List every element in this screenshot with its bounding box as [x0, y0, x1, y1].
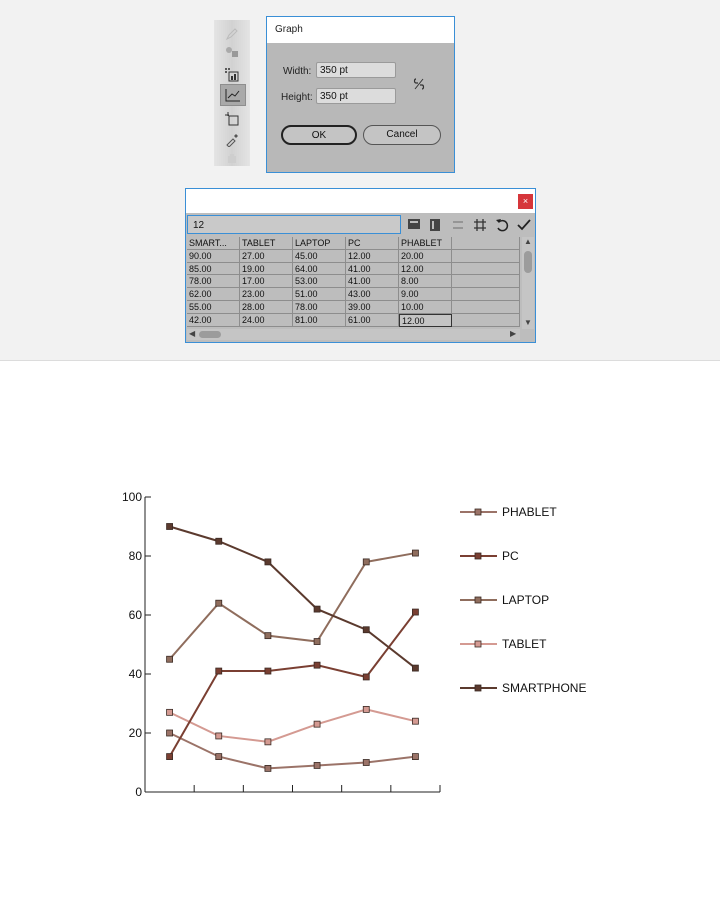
table-cell-selected[interactable]: 12.00 [399, 314, 452, 327]
data-point [265, 559, 271, 565]
table-cell[interactable]: 62.00 [187, 288, 240, 301]
cell-style-icon[interactable] [472, 217, 488, 233]
table-cell[interactable]: TABLET [240, 237, 293, 250]
width-label: Width: [283, 66, 312, 77]
series-line-smartphone [170, 527, 416, 669]
table-cell[interactable]: 55.00 [187, 301, 240, 314]
data-point [167, 524, 173, 530]
data-point [265, 739, 271, 745]
apply-icon[interactable] [516, 217, 532, 233]
data-point [167, 709, 173, 715]
table-row [187, 314, 520, 327]
series-line-pc [170, 612, 416, 757]
scroll-thumb[interactable] [524, 251, 532, 273]
close-button[interactable]: × [518, 194, 533, 209]
table-cell[interactable] [452, 250, 520, 263]
graph-dialog [266, 16, 455, 173]
height-label: Height: [281, 92, 313, 103]
table-cell[interactable] [452, 288, 520, 301]
eyedropper-icon[interactable] [220, 130, 244, 150]
table-cell[interactable]: 20.00 [399, 250, 452, 263]
legend-swatch-marker [475, 553, 481, 559]
header-row [187, 237, 520, 250]
data-point [167, 754, 173, 760]
ui-area [0, 0, 720, 361]
data-point [216, 668, 222, 674]
dialog-title: Graph [267, 17, 454, 43]
data-point [412, 550, 418, 556]
artboard-icon[interactable] [220, 109, 244, 129]
data-toolbar [406, 217, 532, 233]
data-point [216, 600, 222, 606]
series-line-phablet [170, 733, 416, 768]
data-point [265, 633, 271, 639]
table-cell[interactable]: 10.00 [399, 301, 452, 314]
legend-label: PC [502, 549, 519, 563]
constrain-proportions-icon[interactable] [413, 77, 425, 96]
table-cell[interactable] [452, 301, 520, 314]
table-row [187, 250, 520, 263]
column-graph-icon[interactable] [220, 65, 244, 85]
table-row [187, 263, 520, 276]
vertical-scrollbar[interactable] [522, 237, 534, 329]
table-cell[interactable]: 45.00 [293, 250, 346, 263]
table-cell[interactable]: PHABLET [399, 237, 452, 250]
y-tick-label: 80 [128, 549, 142, 563]
y-tick-label: 100 [121, 490, 142, 504]
data-point [265, 765, 271, 771]
data-point [216, 754, 222, 760]
table-cell[interactable]: 42.00 [187, 314, 240, 327]
data-grid [187, 237, 520, 329]
table-cell[interactable]: 19.00 [240, 263, 293, 276]
line-graph-icon[interactable] [220, 84, 246, 106]
table-cell[interactable]: 78.00 [187, 275, 240, 288]
width-field[interactable]: 350 pt [316, 62, 396, 78]
table-cell[interactable]: SMART... [187, 237, 240, 250]
data-point [363, 760, 369, 766]
symbol-sprayer-icon[interactable] [220, 42, 244, 62]
table-cell[interactable]: LAPTOP [293, 237, 346, 250]
table-cell[interactable]: 41.00 [346, 275, 399, 288]
table-cell[interactable]: 61.00 [346, 314, 399, 327]
revert-icon[interactable] [494, 217, 510, 233]
import-data-icon[interactable] [406, 217, 422, 233]
legend-label: SMARTPHONE [502, 681, 587, 695]
table-cell[interactable]: 51.00 [293, 288, 346, 301]
data-point [412, 665, 418, 671]
table-row [187, 288, 520, 301]
table-cell[interactable] [452, 275, 520, 288]
table-row [187, 275, 520, 288]
y-tick-label: 20 [128, 726, 142, 740]
table-cell[interactable]: 23.00 [240, 288, 293, 301]
scroll-right-icon[interactable]: ▶ [510, 329, 517, 338]
table-cell[interactable]: 27.00 [240, 250, 293, 263]
series-line-laptop [170, 553, 416, 659]
table-cell[interactable]: 8.00 [399, 275, 452, 288]
data-point [314, 606, 320, 612]
table-cell[interactable]: 81.00 [293, 314, 346, 327]
series-line-tablet [170, 709, 416, 741]
table-cell[interactable]: 85.00 [187, 263, 240, 276]
data-point [412, 754, 418, 760]
data-point [363, 559, 369, 565]
table-cell[interactable]: 39.00 [346, 301, 399, 314]
legend-swatch-marker [475, 597, 481, 603]
legend-swatch-marker [475, 685, 481, 691]
table-cell[interactable]: 17.00 [240, 275, 293, 288]
data-point [216, 538, 222, 544]
scroll-down-icon[interactable]: ▼ [524, 318, 532, 327]
horizontal-scrollbar[interactable] [187, 329, 520, 340]
table-cell[interactable]: 28.00 [240, 301, 293, 314]
table-cell[interactable] [452, 263, 520, 276]
data-point [314, 662, 320, 668]
ok-button[interactable]: OK [281, 125, 357, 145]
table-cell[interactable]: 90.00 [187, 250, 240, 263]
data-point [363, 706, 369, 712]
table-cell[interactable]: 9.00 [399, 288, 452, 301]
table-cell[interactable]: 53.00 [293, 275, 346, 288]
table-cell[interactable] [452, 237, 520, 250]
data-point [412, 718, 418, 724]
y-tick-label: 0 [135, 785, 142, 799]
data-point [314, 721, 320, 727]
data-point [167, 656, 173, 662]
data-point [314, 762, 320, 768]
switch-xy-icon[interactable] [450, 217, 466, 233]
scroll-left-icon[interactable]: ◀ [189, 329, 196, 338]
table-cell[interactable]: 78.00 [293, 301, 346, 314]
data-point [167, 730, 173, 736]
table-cell[interactable] [452, 314, 520, 327]
table-cell[interactable]: 24.00 [240, 314, 293, 327]
data-point [216, 733, 222, 739]
graph-data-window [185, 188, 536, 343]
table-cell[interactable]: 12.00 [346, 250, 399, 263]
line-chart [0, 360, 720, 922]
height-field[interactable]: 350 pt [316, 88, 396, 104]
legend-label: PHABLET [502, 505, 557, 519]
table-cell[interactable]: 64.00 [293, 263, 346, 276]
legend-swatch-marker [475, 641, 481, 647]
hand-icon[interactable] [220, 148, 244, 168]
table-cell[interactable]: 43.00 [346, 288, 399, 301]
table-cell[interactable]: 12.00 [399, 263, 452, 276]
pencil-icon[interactable] [220, 24, 244, 44]
tools-panel [214, 20, 250, 166]
legend-label: LAPTOP [502, 593, 550, 607]
data-point [363, 627, 369, 633]
cell-entry-field[interactable]: 12 [187, 215, 401, 234]
data-point [265, 668, 271, 674]
legend-swatch-marker [475, 509, 481, 515]
legend-label: TABLET [502, 637, 547, 651]
y-tick-label: 40 [128, 667, 142, 681]
transpose-icon[interactable] [428, 217, 444, 233]
table-cell[interactable]: PC [346, 237, 399, 250]
data-point [412, 609, 418, 615]
data-point [363, 674, 369, 680]
scroll-up-icon[interactable]: ▲ [524, 237, 532, 246]
y-tick-label: 60 [128, 608, 142, 622]
cancel-button[interactable]: Cancel [363, 125, 441, 145]
table-row [187, 301, 520, 314]
data-point [314, 639, 320, 645]
window-titlebar [186, 189, 535, 213]
scroll-thumb[interactable] [199, 331, 221, 338]
table-cell[interactable]: 41.00 [346, 263, 399, 276]
